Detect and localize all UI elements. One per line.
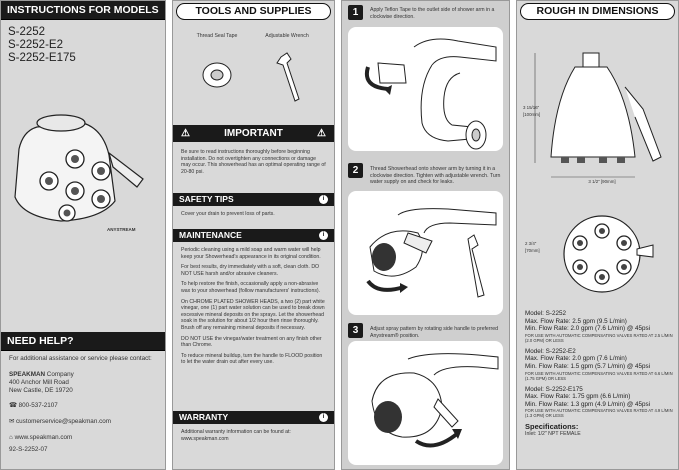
important-header: ⚠ IMPORTANT ⚠	[173, 125, 334, 142]
company-name: SPEAKMAN	[9, 371, 46, 378]
spec-2-note: FOR USE WITH AUTOMATIC COMPENSATING VALVES RATED AT 6.6 L/MIN (1.75 GPM) OR LESS	[525, 370, 673, 381]
dimensions-header: ROUGH IN DIMENSIONS	[520, 3, 675, 20]
home-icon: ⌂	[9, 434, 13, 441]
brand-label: ANYSTREAM	[107, 227, 136, 232]
spec-1-note: FOR USE WITH AUTOMATIC COMPENSATING VALVES RATED AT 2.5 L/MIN (2.0 GPM) OR LESS	[525, 332, 673, 343]
dimension-height-label: 3 15/16" [100mm]	[523, 105, 541, 117]
address-line-2: New Castle, DE 19720	[9, 387, 73, 394]
step-1-text: Apply Teflon Tape to the outlet side of shower arm in a clockwise direction.	[370, 7, 495, 20]
step-3-text: Adjust spray pattern by rotating side handle to preferred Anystream® position.	[370, 326, 499, 339]
tape-icon	[199, 53, 239, 93]
model-s2252: S-2252	[8, 26, 46, 38]
spec-3-model: Model: S-2252-E175	[525, 385, 583, 393]
email-link[interactable]: customerservice@speakman.com	[16, 418, 111, 425]
spec-2-model: Model: S-2252-E2	[525, 347, 576, 355]
panel-dimensions	[516, 0, 679, 470]
front-view-diagram	[547, 209, 657, 299]
spec-2-min: Min. Flow Rate: 1.5 gpm (5.7 L/min) @ 45psi	[525, 362, 651, 370]
spec-3-min: Min. Flow Rate: 1.3 gpm (4.9 L/min) @ 45psi	[525, 400, 651, 408]
email-row	[9, 418, 161, 426]
safety-header: SAFETY TIPS i	[173, 193, 334, 206]
phone-number[interactable]: 800-537-2107	[18, 402, 58, 409]
step-2-text: Thread Showerhead onto shower arm by turning it in a clockwise direction. Tighten with adjustable wrench. Turn water supply on and check for leaks.	[370, 166, 501, 186]
maintenance-p3: To help restore the finish, occasionally apply a non-abrasive wax to your showerhead (follow manufacturers' instructions).	[181, 281, 321, 294]
spec-header: Specifications:	[525, 422, 579, 432]
side-view-diagram	[521, 39, 677, 199]
need-help-header: NEED HELP?	[1, 332, 165, 351]
spec-1-min: Min. Flow Rate: 2.0 gpm (7.6 L/min) @ 45psi	[525, 325, 651, 333]
warning-icon-left: ⚠	[181, 128, 190, 139]
need-help-block	[9, 355, 161, 454]
panel-tools	[172, 0, 335, 470]
showerhead-illustration	[5, 109, 157, 239]
model-s2252-e2: S-2252-E2	[8, 39, 63, 51]
info-icon: i	[319, 413, 328, 422]
spec-1-max: Max. Flow Rate: 2.5 gpm (9.5 L/min)	[525, 317, 627, 325]
spec-inlet: Inlet: 1/2" NPT FEMALE	[525, 430, 581, 437]
step-3-number: 3	[348, 323, 363, 338]
maintenance-p1: Periodic cleaning using a mild soap and warm water will help keep your Showerhead's appearance in its original condition.	[181, 247, 321, 260]
step-1-illustration	[348, 27, 503, 151]
important-text: Be sure to read instructions thoroughly before beginning installation. Do not overtighten any connections or damage may occur. This showerhead has an optimal operating range of 20-80 psi.	[181, 149, 326, 175]
tools-header: TOOLS AND SUPPLIES	[176, 3, 331, 20]
tool-wrench-label: Adjustable Wrench	[265, 33, 309, 39]
maintenance-p5: DO NOT USE the vinegar/water treatment on any finish other than Chrome.	[181, 335, 322, 349]
info-icon: i	[319, 231, 328, 240]
company-suffix: Company	[46, 371, 74, 378]
maintenance-p2: For best results, dry immediately with a soft, clean cloth. DO NOT USE harsh and/or abrasive cleaners.	[181, 264, 320, 277]
spec-3-note: FOR USE WITH AUTOMATIC COMPENSATING VALVES RATED AT 4.9 L/MIN (1.3 GPM) OR LESS	[525, 408, 673, 419]
model-list	[1, 20, 165, 65]
spec-block	[525, 310, 674, 438]
email-icon: ✉	[9, 418, 15, 425]
step-3-illustration	[348, 341, 503, 465]
step-1-number: 1	[348, 5, 363, 20]
website-link[interactable]: www.speakman.com	[14, 434, 73, 441]
panel-models	[0, 0, 166, 470]
step-2-illustration	[348, 191, 503, 315]
model-s2252-e175: S-2252-E175	[8, 52, 76, 64]
step-2-number: 2	[348, 163, 363, 178]
doc-number: 92-S-2252-07	[9, 446, 48, 453]
maintenance-text	[181, 247, 326, 366]
phone-row	[9, 402, 161, 410]
phone-icon: ☎	[9, 402, 17, 409]
wrench-icon	[273, 51, 305, 105]
maintenance-p6: To reduce mineral buildup, turn the handle to FLOOD position to let the water drain out after every use.	[181, 352, 323, 366]
spec-3-max: Max. Flow Rate: 1.75 gpm (6.6 L/min)	[525, 393, 631, 401]
warranty-header: WARRANTY i	[173, 411, 334, 424]
panel-steps	[341, 0, 510, 470]
warning-icon-right: ⚠	[317, 128, 326, 139]
info-icon: i	[319, 195, 328, 204]
dimension-face-label: 2 3/4" [70mm]	[525, 241, 540, 253]
safety-text: Cover your drain to prevent loss of parts.	[181, 211, 275, 217]
spec-2-max: Max. Flow Rate: 2.0 gpm (7.6 L/min)	[525, 355, 627, 363]
models-header: INSTRUCTIONS FOR MODELS	[1, 1, 165, 20]
maintenance-header: MAINTENANCE i	[173, 229, 334, 242]
warranty-text: Additional warranty information can be found at: www.speakman.com	[181, 429, 291, 442]
website-row	[9, 434, 161, 442]
dimension-width-label: 3 1/2" [90mm]	[588, 179, 616, 184]
need-help-text: For additional assistance or service please contact:	[9, 355, 152, 362]
address-line-1: 400 Anchor Mill Road	[9, 379, 69, 386]
spec-1-model: Model: S-2252	[525, 310, 566, 317]
maintenance-p4: On CHROME PLATED SHOWER HEADS, a two (2) part white vinegar, one (1) part water solution can be used to break down excessive mineral deposits on the sprays. Let the showerhead soak in the solution for about 1/2 hour then rinse thoroughly. Brush off any remaining mineral deposits if necessary.	[181, 298, 325, 331]
tool-tape-label: Thread Seal Tape	[196, 33, 238, 39]
